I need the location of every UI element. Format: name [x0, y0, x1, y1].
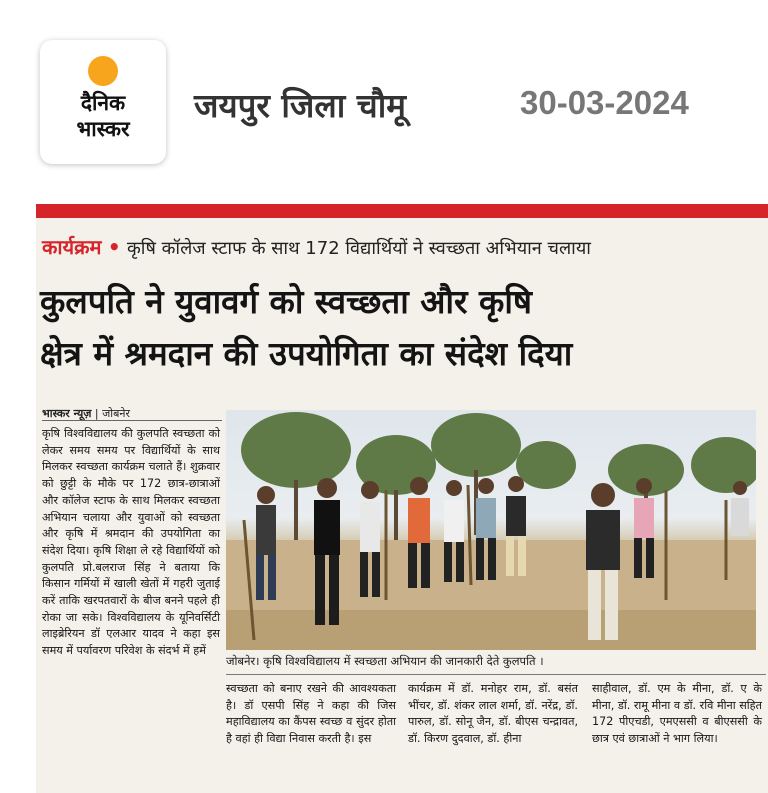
sun-icon: [88, 56, 118, 86]
article-column-1: कृषि विश्वविद्यालय की कुलपति स्वच्छता को लेकर समय समय पर विद्यार्थियों के साथ मिलकर स्वच्छता कार्यक्रम चलाते हैं। शुक्रवार को छुट्टी के मौके पर 172 छात्र-छात्राओं और कॉलेज स्टाफ के साथ मिलकर स्वच्छता अभियान चलाया और युवाओं को स्वच्छता और कृषि में श्रमदान की उपयोगिता का संदेश दिया। कृषि शिक्षा ले रहे विद्यार्थियों को कुलपति प्रो.बलराज सिंह ने बताया कि किसान गर्मियों में खाली खेतों में गहरी जुताई करें ताकि खरपतवारों के बीज बनने पहले ही रोका जा सके। विश्वविद्यालय के यूनिवर्सिटी लाइब्रेरियन डॉ एलआर यादव ने कहा इस समय में पर्यावरण परिवेश के संदर्भ में हमें: [42, 427, 220, 658]
red-top-bar: [36, 204, 768, 218]
byline: भास्कर न्यूज़ | जोबनेर: [42, 407, 131, 420]
byline-source: भास्कर न्यूज़: [42, 407, 92, 420]
caption-divider: [226, 674, 766, 675]
headline-line-1: कुलपति ने युवावर्ग को स्वच्छता और कृषि: [40, 282, 532, 321]
article-subheading: कृषि कॉलेज स्टाफ के साथ 172 विद्यार्थियों ने स्वच्छता अभियान चलाया: [126, 238, 591, 259]
article-kicker: [42, 234, 591, 262]
edition-place: जयपुर जिला चौमू: [194, 86, 407, 125]
article-column-2: स्वच्छता को बनाए रखने की आवश्यकता है। डॉ एसपी सिंह ने कहा की जिस महाविद्यालय का कैंपस स्वच्छ व सुंदर होता है वहां ही विद्या निवास करती है। इस: [226, 682, 396, 746]
kicker-label: कार्यक्रम: [42, 235, 102, 259]
article-column-4: साहीवाल, डॉ. एम के मीना, डॉ. ए के मीना, डॉ. रामू मीना व डॉ. रवि मीना सहित 172 पीएचडी, एमएससी व बीएससी के छात्र एवं छात्राओं ने भाग लिया।: [592, 682, 762, 746]
app-header: [0, 0, 768, 200]
kicker-separator: •: [107, 235, 121, 259]
photo-caption: जोबनेर। कृषि विश्वविद्यालय में स्वच्छता अभियान की जानकारी देते कुलपति ।: [226, 654, 544, 668]
article-headline: [40, 276, 764, 380]
edition-date: 30-03-2024: [520, 84, 689, 121]
photo-illustration: [226, 410, 756, 650]
logo-wordmark: [40, 90, 166, 142]
dainik-bhaskar-logo: [40, 40, 166, 164]
logo-line-1: दैनिक: [80, 91, 126, 115]
logo-line-2: भास्कर: [76, 117, 130, 141]
byline-place: जोबनेर: [102, 407, 131, 420]
headline-line-2: क्षेत्र में श्रमदान की उपयोगिता का संदेश दिया: [40, 334, 573, 373]
article-photo: [226, 410, 756, 650]
byline-divider: [42, 420, 222, 421]
article-column-3: कार्यक्रम में डॉ. मनोहर राम, डॉ. बसंत भींचर, डॉ. शंकर लाल शर्मा, डॉ. नरेंद्र, डॉ. पारुल, डॉ. सोनू जैन, डॉ. बीएस चन्द्रावत, डॉ. किरण दुदवाल, डॉ. हीना: [408, 682, 578, 746]
newspaper-clipping: [36, 204, 768, 793]
